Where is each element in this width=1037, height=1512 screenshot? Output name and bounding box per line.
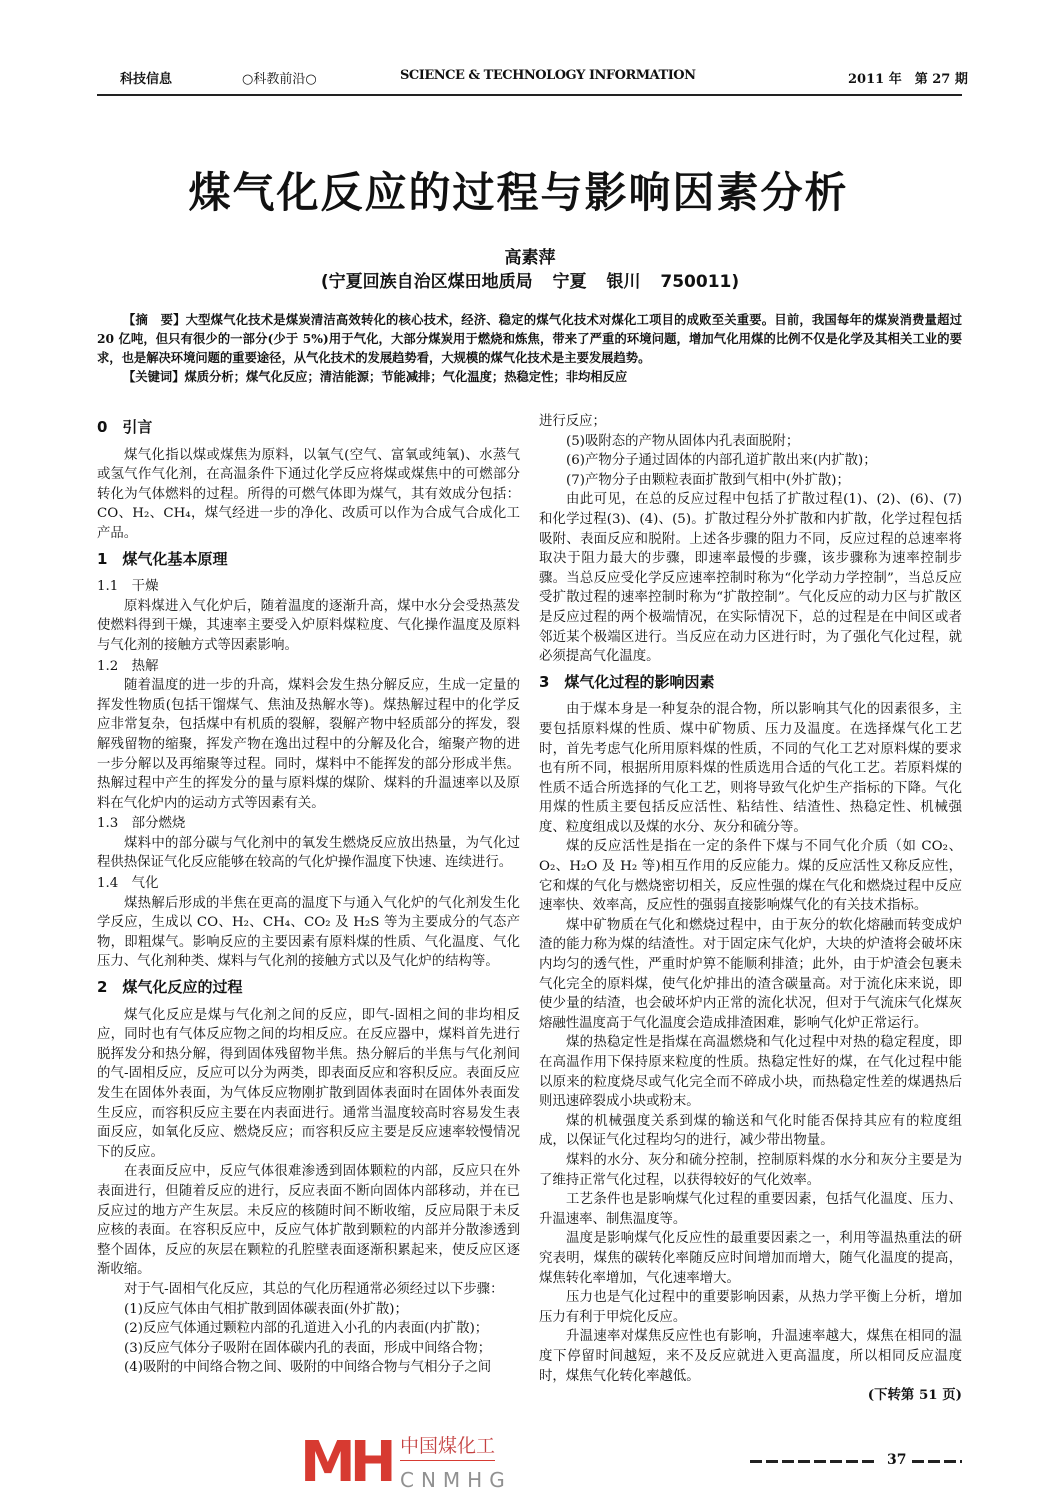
- body-paragraph: 煤气化反应是煤与气化剂之间的反应，即气-固相之间的非均相反应，同时也有气体反应物之间的均相反应。在反应器中，煤料首先进行脱挥发分和热分解，得到固体残留物半焦。热分解后的半焦与气化剂间的气-固相反应，反应可以分为两类，即表面反应和容积反应。表面反应发生在固体外表面，为气体反应物刚扩散到固体表面时在固体外表面发生反应，而容积反应主要在内表面进行。通常当温度较高时容易发生表面反应，如氧化反应、燃烧反应；而容积反应主要是反应速率较慢情况下的反应。: [97, 1007, 520, 1160]
- body-paragraph: 随着温度的进一步的升高，煤料会发生热分解反应，生成一定量的挥发性物质(包括干馏煤气、焦油及热解水等)。煤热解过程中的化学反应非常复杂，包括煤中有机质的裂解，裂解产物中轻质部分的挥发，裂解残留物的缩聚，挥发产物在逸出过程中的分解及化合，缩聚产物的进一步分解以及再缩聚等过程。同时，煤料中不能挥发的部分形成半焦。热解过程中产生的挥发分的量与原料煤的煤阶、煤料的升温速率以及原料在气化炉内的运动方式等因素有关。: [97, 678, 520, 811]
- journal-name-en: SCIENCE & TECHNOLOGY INFORMATION: [400, 68, 696, 83]
- body-paragraph: (2)反应气体通过颗粒内部的孔道进入小孔的内表面(内扩散)；: [124, 1321, 489, 1337]
- body-paragraph: 煤的机械强度关系到煤的输送和气化时能否保持其应有的粒度组成，以保证气化过程均匀的进行，减少带出物量。: [539, 1113, 962, 1149]
- body-paragraph: 煤料的水分、灰分和硫分控制，控制原料煤的水分和灰分主要是为了维持正常气化过程，以获得较好的气化效率。: [539, 1152, 962, 1188]
- section-3-heading: 3 煤气化过程的影响因素: [539, 672, 715, 691]
- section-2-heading: 2 煤气化反应的过程: [97, 978, 243, 997]
- section-1-1-heading: 1.1 干燥: [97, 579, 159, 595]
- body-paragraph: (3)反应气体分子吸附在固体碳内孔的表面，形成中间络合物；: [124, 1340, 492, 1356]
- watermark-mark: MH: [300, 1430, 391, 1495]
- keywords-text: 【关键词】煤质分析；煤气化反应；清洁能源；节能减排；气化温度；热稳定性；非均相反应: [123, 369, 628, 384]
- body-paragraph: 煤气化指以煤或煤焦为原料，以氧气(空气、富氧或纯氧)、水蒸气或氢气作气化剂，在高温条件下通过化学反应将煤或煤焦中的可燃部分转化为气体燃料的过程。所得的可燃气体即为煤气，其有效成分包括：CO、H₂、CH₄，煤气经进一步的净化、改质可以作为合成气合成化工产品。: [97, 447, 520, 541]
- journal-name-cn: 科技信息: [120, 72, 173, 87]
- body-paragraph: (1)反应气体由气相扩散到固体碳表面(外扩散)；: [124, 1301, 408, 1317]
- column-name: ○科教前沿○: [242, 72, 317, 87]
- header-rule: [97, 94, 962, 96]
- author-name: 高素萍: [504, 248, 556, 268]
- footer-rule-right: [912, 1460, 962, 1463]
- article-title: 煤气化反应的过程与影响因素分析: [188, 168, 849, 217]
- body-paragraph: 煤的反应活性是指在一定的条件下煤与不同气化介质（如 CO₂、O₂、H₂O 及 H₂ 等)相互作用的反应能力。煤的反应活性又称反应性，它和煤的气化与燃烧密切相关，反应性强的煤在气化和燃烧过程中反应速率快、效率高，反应性的强弱直接影响煤气化的有关技术指标。: [539, 839, 962, 914]
- body-paragraph: (5)吸附态的产物从固体内孔表面脱附；: [566, 433, 800, 449]
- body-paragraph: 压力也是气化过程中的重要影响因素，从热力学平衡上分析，增加压力有利于甲烷化反应。: [539, 1290, 962, 1325]
- page-number: 37: [887, 1452, 907, 1468]
- body-paragraph: (6)产物分子通过固体的内部孔道扩散出来(内扩散)；: [566, 453, 877, 469]
- body-paragraph: 煤的热稳定性是指煤在高温燃烧和气化过程中对热的稳定程度，即在高温作用下保持原来粒度的性质。热稳定性好的煤，在气化过程中能以原来的粒度烧尽或气化完全而不碎成小块，而热稳定性差的煤遇热后则迅速碎裂成小块或粉末。: [539, 1035, 962, 1110]
- body-paragraph: 煤中矿物质在气化和燃烧过程中，由于灰分的软化熔融而转变成炉渣的能力称为煤的结渣性。对于固定床气化炉，大块的炉渣将会破坏床内均匀的透气性，严重时炉箅不能顺利排渣；此外，由于炉渣会包裹未气化完全的原料煤，使气化炉排出的渣含碳量高。对于流化床来说，即使少量的结渣，也会破坏炉内正常的流化状况，但对于气流床气化煤灰熔融性温度高于气化温度会造成排渣困难，影响气化炉正常运行。: [539, 917, 962, 1031]
- body-paragraph: 升温速率对煤焦反应性也有影响，升温速率越大，煤焦在相同的温度下停留时间越短，来不及反应就进入更高温度，所以相同反应温度时，煤焦气化转化率越低。: [539, 1329, 962, 1384]
- section-1-3-heading: 1.3 部分燃烧: [97, 816, 186, 832]
- body-paragraph: 对于气-固相气化反应，其总的气化历程通常必须经过以下步骤：: [124, 1281, 504, 1297]
- watermark-logo: [300, 1432, 530, 1500]
- body-paragraph: 进行反应；: [539, 414, 606, 429]
- continued-note: (下转第 51 页): [867, 1387, 962, 1404]
- author-affiliation: (宁夏回族自治区煤田地质局 宁夏 银川 750011): [320, 272, 740, 292]
- abstract-block: [97, 310, 962, 386]
- body-paragraph: 由此可见，在总的反应过程中包括了扩散过程(1)、(2)、(6)、(7)和化学过程(3)、(4)、(5)。扩散过程分外扩散和内扩散，化学过程包括吸附、表面反应和脱附。上述各步骤的阻力不同，反应过程的总速率将取决于阻力最大的步骤，即速率最慢的步骤，该步骤称为速率控制步骤。当总反应受化学反应速率控制时称为“化学动力学控制”，当总反应受扩散过程的速率控制时称为“扩散控制”。气化反应的动力区与扩散区是反应过程的两个极端情况，在实际情况下，总的过程是在中间区或者邻近某个极端区进行。当反应在动力区进行时，为了强化气化过程，就必须提高气化温度。: [539, 492, 962, 665]
- issue-info: 2011 年 第 27 期: [848, 72, 968, 87]
- body-paragraph: 煤热解后形成的半焦在更高的温度下与通入气化炉的气化剂发生化学反应，生成以 CO、H₂、CH₄、CO₂ 及 H₂S 等为主要成分的气态产物，即粗煤气。影响反应的主要因素有原料煤的性质、气化温度、气化压力、气化剂种类、煤料与气化剂的接触方式以及气化炉的结构等。: [97, 895, 520, 970]
- section-0-heading: 0 引言: [97, 418, 153, 436]
- body-paragraph: 温度是影响煤气化反应性的最重要因素之一，利用等温热重法的研究表明，煤焦的碳转化率随反应时间增加而增大，随气化温度的提高，煤焦转化率增加，气化速率增大。: [539, 1231, 962, 1286]
- section-1-2-heading: 1.2 热解: [97, 658, 159, 674]
- watermark-en-text: CNMHG: [400, 1468, 512, 1492]
- body-paragraph: 煤料中的部分碳与气化剂中的氧发生燃烧反应放出热量，为气化过程供热保证气化反应能够在较高的气化炉操作温度下快速、连续进行。: [97, 835, 520, 871]
- left-column: [97, 412, 520, 1378]
- body-paragraph: 在表面反应中，反应气体很难渗透到固体颗粒的内部，反应只在外表面进行，但随着反应的进行，反应表面不断向固体内部移动，并在已反应过的地方产生灰层。未反应的核随时间不断收缩，反应局限于未反应核的表面。在容积反应中，反应气体扩散到颗粒的内部并分散渗透到整个固体，反应的灰层在颗粒的孔腔壁表面逐渐积累起来，使反应区逐渐收缩。: [97, 1164, 520, 1278]
- section-1-4-heading: 1.4 气化: [97, 876, 159, 892]
- abstract-text: 【摘 要】大型煤气化技术是煤炭清洁高效转化的核心技术，经济、稳定的煤气化技术对煤化工项目的成败至关重要。目前，我国每年的煤炭消费量超过 20 亿吨，但只有很少的一部分(少于 5%)用于气化，大部分煤炭用于燃烧和炼焦，带来了严重的环境问题，增加气化用煤的比例不仅是化学及其相关工业的要求，也是解决环境问题的重要途径，从气化技术的发展趋势看，大规模的煤气化技术是主要发展趋势。: [97, 312, 962, 365]
- right-column: [539, 412, 962, 1406]
- watermark-cn-text: 中国煤化工: [400, 1434, 495, 1461]
- section-1-heading: 1 煤气化基本原理: [97, 549, 228, 568]
- body-paragraph: (4)吸附的中间络合物之间、吸附的中间络合物与气相分子之间: [124, 1360, 492, 1376]
- body-paragraph: 由于煤本身是一种复杂的混合物，所以影响其气化的因素很多，主要包括原料煤的性质、煤中矿物质、压力及温度。在选择煤气化工艺时，首先考虑气化所用原料煤的性质，不同的气化工艺对原料煤的要求也有所不同，根据所用原料煤的性质选用合适的气化工艺。若原料煤的性质不适合所选择的气化工艺，则将导致气化炉生产指标的下降。气化用煤的性质主要包括反应活性、粘结性、结渣性、热稳定性、机械强度、粒度组成以及煤的水分、灰分和硫分等。: [539, 702, 962, 835]
- body-paragraph: 工艺条件也是影响煤气化过程的重要因素，包括气化温度、压力、升温速率、制焦温度等。: [539, 1192, 962, 1227]
- body-paragraph: 原料煤进入气化炉后，随着温度的逐渐升高，煤中水分会受热蒸发使燃料得到干燥，其速率主要受入炉原料煤粒度、气化操作温度及原料与气化剂的接触方式等因素影响。: [97, 598, 520, 653]
- body-paragraph: (7)产物分子由颗粒表面扩散到气相中(外扩散)；: [566, 472, 850, 488]
- footer-rule: [750, 1460, 878, 1463]
